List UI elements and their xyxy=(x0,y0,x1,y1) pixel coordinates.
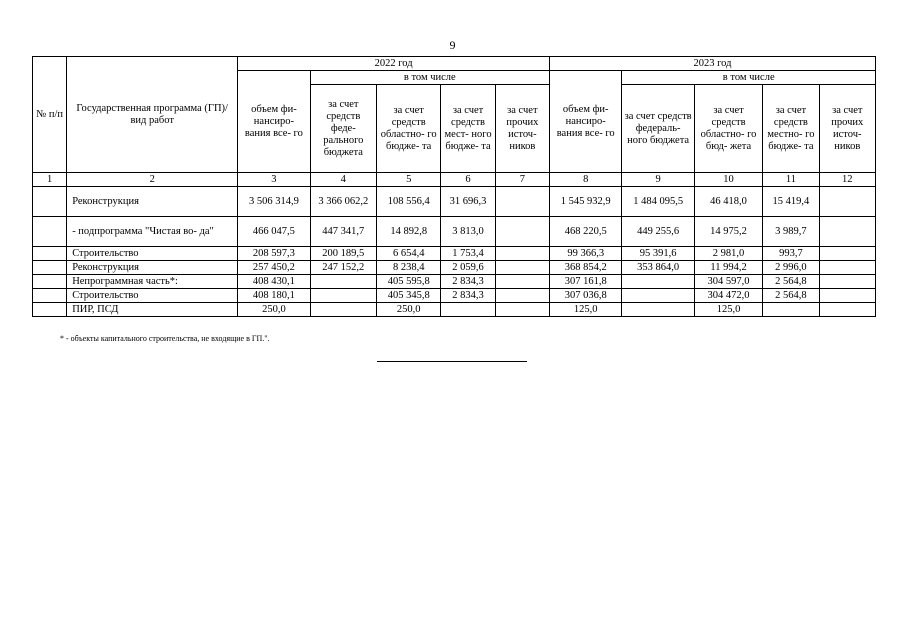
table-body xyxy=(33,187,876,317)
row-no-cell xyxy=(33,247,67,261)
value-cell: 2 981,0 xyxy=(694,247,762,261)
value-cell: 2 564,8 xyxy=(763,289,819,303)
value-cell: 307 036,8 xyxy=(550,289,622,303)
header-federal-2023: за счет средств федераль- ного бюджета xyxy=(622,85,694,173)
header-year-2022: 2022 год xyxy=(238,57,550,71)
row-no-cell xyxy=(33,187,67,217)
column-number: 11 xyxy=(763,173,819,187)
value-cell xyxy=(819,247,875,261)
value-cell xyxy=(819,187,875,217)
column-number: 12 xyxy=(819,173,875,187)
row-name-cell: Строительство xyxy=(67,247,238,261)
value-cell xyxy=(819,217,875,247)
value-cell: 2 834,3 xyxy=(441,289,495,303)
footnote: * - объекты капитального строительства, не входящие в ГП.". xyxy=(60,334,270,343)
column-number: 7 xyxy=(495,173,549,187)
header-federal-2022: за счет средств феде- рального бюджета xyxy=(310,85,376,173)
table-row xyxy=(33,217,876,247)
value-cell: 468 220,5 xyxy=(550,217,622,247)
value-cell xyxy=(622,303,694,317)
value-cell: 405 595,8 xyxy=(377,275,441,289)
value-cell xyxy=(622,275,694,289)
value-cell: 200 189,5 xyxy=(310,247,376,261)
value-cell: 993,7 xyxy=(763,247,819,261)
value-cell: 2 834,3 xyxy=(441,275,495,289)
value-cell: 247 152,2 xyxy=(310,261,376,275)
row-no-cell xyxy=(33,289,67,303)
header-no: № п/п xyxy=(33,57,67,173)
header-row-years xyxy=(33,57,876,71)
value-cell: 408 180,1 xyxy=(238,289,310,303)
value-cell: 14 975,2 xyxy=(694,217,762,247)
value-cell xyxy=(819,303,875,317)
table-row xyxy=(33,303,876,317)
table-row xyxy=(33,275,876,289)
value-cell: 368 854,2 xyxy=(550,261,622,275)
row-name-cell: Строительство xyxy=(67,289,238,303)
row-name-cell: Реконструкция xyxy=(67,187,238,217)
value-cell xyxy=(495,261,549,275)
column-number: 4 xyxy=(310,173,376,187)
column-number-row xyxy=(33,173,876,187)
header-including-2023: в том числе xyxy=(622,71,876,85)
row-no-cell xyxy=(33,261,67,275)
header-program: Государственная программа (ГП)/ вид работ xyxy=(67,57,238,173)
value-cell xyxy=(495,275,549,289)
value-cell xyxy=(622,289,694,303)
value-cell: 3 506 314,9 xyxy=(238,187,310,217)
row-name-cell: - подпрограмма "Чистая во- да" xyxy=(67,217,238,247)
value-cell: 2 059,6 xyxy=(441,261,495,275)
row-no-cell xyxy=(33,275,67,289)
value-cell: 1 484 095,5 xyxy=(622,187,694,217)
value-cell: 125,0 xyxy=(694,303,762,317)
header-other-2022: за счет прочих источ- ников xyxy=(495,85,549,173)
value-cell: 2 996,0 xyxy=(763,261,819,275)
header-other-2023: за счет прочих источ- ников xyxy=(819,85,875,173)
value-cell xyxy=(310,289,376,303)
table-row xyxy=(33,247,876,261)
value-cell: 99 366,3 xyxy=(550,247,622,261)
column-number: 2 xyxy=(67,173,238,187)
value-cell: 3 366 062,2 xyxy=(310,187,376,217)
value-cell xyxy=(495,303,549,317)
value-cell: 31 696,3 xyxy=(441,187,495,217)
value-cell xyxy=(310,275,376,289)
value-cell: 304 597,0 xyxy=(694,275,762,289)
value-cell: 304 472,0 xyxy=(694,289,762,303)
value-cell: 14 892,8 xyxy=(377,217,441,247)
column-number: 9 xyxy=(622,173,694,187)
header-local-2023: за счет средств местно- го бюдже- та xyxy=(763,85,819,173)
value-cell: 250,0 xyxy=(377,303,441,317)
value-cell xyxy=(441,303,495,317)
value-cell: 125,0 xyxy=(550,303,622,317)
value-cell: 46 418,0 xyxy=(694,187,762,217)
table-row xyxy=(33,187,876,217)
page-number: 9 xyxy=(449,38,456,52)
row-no-cell xyxy=(33,217,67,247)
value-cell: 208 597,3 xyxy=(238,247,310,261)
header-total-2023: объем фи- нансиро- вания все- го xyxy=(550,71,622,173)
value-cell: 95 391,6 xyxy=(622,247,694,261)
value-cell: 447 341,7 xyxy=(310,217,376,247)
footnote-rule xyxy=(377,361,527,362)
value-cell: 449 255,6 xyxy=(622,217,694,247)
value-cell: 257 450,2 xyxy=(238,261,310,275)
column-number: 6 xyxy=(441,173,495,187)
value-cell: 466 047,5 xyxy=(238,217,310,247)
value-cell: 6 654,4 xyxy=(377,247,441,261)
column-number: 1 xyxy=(33,173,67,187)
value-cell: 3 813,0 xyxy=(441,217,495,247)
value-cell: 405 345,8 xyxy=(377,289,441,303)
header-regional-2023: за счет средств областно- го бюд- жета xyxy=(694,85,762,173)
value-cell: 8 238,4 xyxy=(377,261,441,275)
column-number: 8 xyxy=(550,173,622,187)
value-cell xyxy=(819,261,875,275)
value-cell: 3 989,7 xyxy=(763,217,819,247)
value-cell: 353 864,0 xyxy=(622,261,694,275)
value-cell: 1 545 932,9 xyxy=(550,187,622,217)
value-cell xyxy=(495,247,549,261)
row-no-cell xyxy=(33,303,67,317)
row-name-cell: ПИР, ПСД xyxy=(67,303,238,317)
column-number: 5 xyxy=(377,173,441,187)
row-name-cell: Непрограммная часть*: xyxy=(67,275,238,289)
header-including-2022: в том числе xyxy=(310,71,549,85)
value-cell: 108 556,4 xyxy=(377,187,441,217)
column-number: 10 xyxy=(694,173,762,187)
value-cell xyxy=(495,217,549,247)
header-year-2023: 2023 год xyxy=(550,57,876,71)
column-number: 3 xyxy=(238,173,310,187)
value-cell: 250,0 xyxy=(238,303,310,317)
value-cell xyxy=(495,187,549,217)
value-cell xyxy=(819,275,875,289)
financing-table xyxy=(32,56,876,317)
value-cell xyxy=(495,289,549,303)
value-cell: 408 430,1 xyxy=(238,275,310,289)
value-cell: 11 994,2 xyxy=(694,261,762,275)
value-cell: 1 753,4 xyxy=(441,247,495,261)
value-cell: 15 419,4 xyxy=(763,187,819,217)
header-total-2022: объем фи- нансиро- вания все- го xyxy=(238,71,310,173)
table-row xyxy=(33,261,876,275)
header-local-2022: за счет средств мест- ного бюдже- та xyxy=(441,85,495,173)
value-cell xyxy=(310,303,376,317)
value-cell: 2 564,8 xyxy=(763,275,819,289)
value-cell: 307 161,8 xyxy=(550,275,622,289)
row-name-cell: Реконструкция xyxy=(67,261,238,275)
header-regional-2022: за счет средств областно- го бюдже- та xyxy=(377,85,441,173)
value-cell xyxy=(763,303,819,317)
table-row xyxy=(33,289,876,303)
value-cell xyxy=(819,289,875,303)
